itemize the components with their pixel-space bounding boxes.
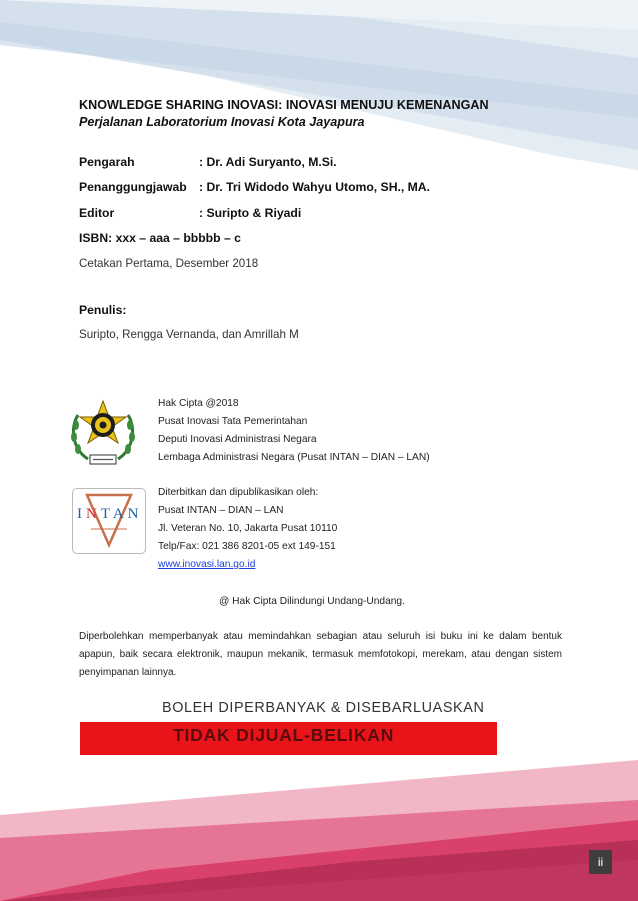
intan-logo-letter-t: T	[100, 506, 113, 522]
intan-logo-letter-n: N	[86, 506, 101, 522]
document-title: KNOWLEDGE SHARING INOVASI: INOVASI MENUJU KEMENANGAN	[79, 98, 489, 112]
edition: Cetakan Pertama, Desember 2018	[79, 257, 259, 270]
page-number: ii	[589, 850, 612, 874]
publisher-website-link[interactable]: www.inovasi.lan.go.id	[158, 559, 256, 570]
authors-label: Penulis:	[79, 303, 127, 317]
publisher-line-3: Jl. Veteran No. 10, Jakarta Pusat 10110	[158, 523, 338, 534]
intan-logo	[72, 488, 146, 554]
protected-notice: @ Hak Cipta Dilindungi Undang-Undang.	[219, 596, 405, 607]
publisher-line-1: Diterbitkan dan dipublikasikan oleh:	[158, 487, 319, 498]
not-for-sale-text: TIDAK DIJUAL-BELIKAN	[173, 725, 395, 745]
isbn: ISBN: xxx – aaa – bbbbb – c	[79, 231, 241, 245]
credit-value-penanggungjawab: : Dr. Tri Widodo Wahyu Utomo, SH., MA.	[199, 180, 430, 194]
copyright-line-3: Deputi Inovasi Administrasi Negara	[158, 434, 317, 445]
intan-logo-letter-a: A	[112, 506, 128, 522]
copyright-line-1: Hak Cipta @2018	[158, 398, 239, 409]
intan-logo-letter-n2: N	[127, 506, 143, 522]
credit-label-pengarah: Pengarah	[79, 155, 135, 169]
document-subtitle: Perjalanan Laboratorium Inovasi Kota Jayapura	[79, 115, 365, 129]
credit-label-editor: Editor	[79, 206, 115, 220]
intan-logo-letter-i: I	[77, 506, 86, 522]
credit-value-editor: : Suripto & Riyadi	[199, 206, 302, 220]
lan-emblem-logo	[68, 397, 138, 469]
publisher-line-2: Pusat INTAN – DIAN – LAN	[158, 505, 284, 516]
authors-names: Suripto, Rengga Vernanda, dan Amrillah M	[79, 328, 299, 341]
publisher-line-4: Telp/Fax: 021 386 8201-05 ext 149-151	[158, 541, 336, 552]
copyright-line-2: Pusat Inovasi Tata Pemerintahan	[158, 416, 308, 427]
credit-value-pengarah: : Dr. Adi Suryanto, M.Si.	[199, 155, 337, 169]
credit-label-penanggungjawab: Penanggungjawab	[79, 180, 187, 194]
copyright-line-4: Lembaga Administrasi Negara (Pusat INTAN – DIAN – LAN)	[158, 452, 430, 463]
boleh-diperbanyak-notice: BOLEH DIPERBANYAK & DISEBARLUASKAN	[162, 700, 485, 716]
not-for-sale-banner	[80, 722, 497, 755]
permission-paragraph: Diperbolehkan memperbanyak atau memindahkan sebagian atau seluruh isi buku ini ke dalam bentuk apapun, baik secara elektronik, maupun mekanik, termasuk memfotokopi, merekam, atau dengan sistem penyimpanan lainnya.	[79, 631, 562, 678]
